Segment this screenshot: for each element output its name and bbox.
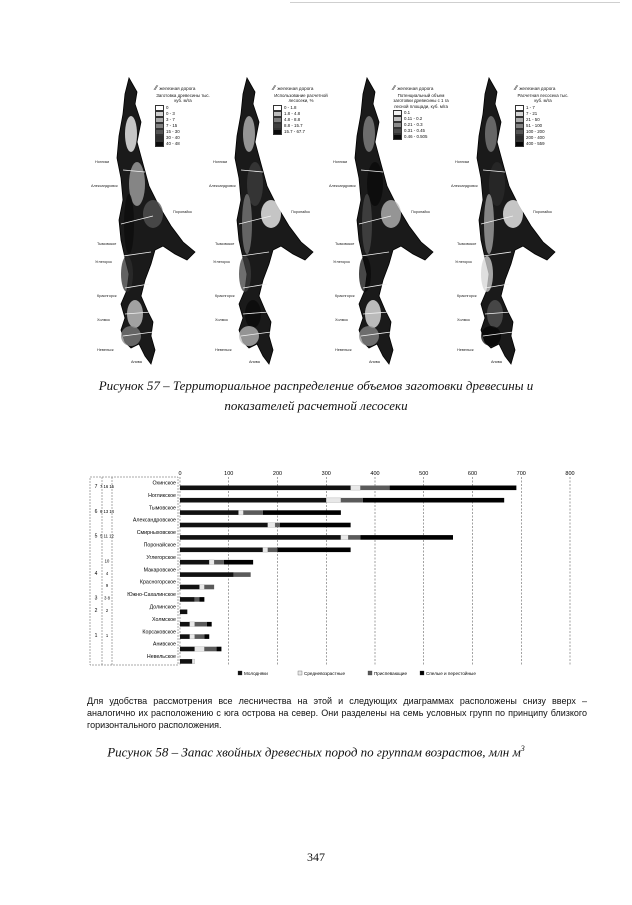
body-paragraph: Для удобства рассмотрения все лесничества на этой и следующих диаграммах расположены снизу вверх – аналогично их расположению с юга острова на север. Они разделены на семь условных групп по принципу близкого горизонтального расположения. (87, 696, 587, 730)
x-tick-label: 100 (224, 471, 234, 477)
legend-label: 400 - 559 (526, 141, 545, 146)
legend-label: 4.8 - 8.8 (284, 117, 301, 122)
map-place-name: Ноглики (455, 160, 470, 164)
bar-segment (360, 486, 389, 491)
bar-segment (180, 510, 239, 515)
bar-segment (190, 622, 195, 627)
railway-legend (515, 86, 571, 91)
bar-segment (204, 647, 216, 652)
legend-label: 0.11 - 0.2 (404, 116, 423, 122)
caption-superscript: 3 (520, 744, 525, 753)
region-patch (143, 200, 163, 228)
map-place-name: Невельск (457, 348, 474, 352)
bar-segment (239, 510, 244, 515)
category-label: Охинское (152, 480, 176, 487)
bar-segment (234, 572, 251, 577)
map-place-name: Краснгорск (97, 294, 117, 298)
legend-label: 200 - 400 (526, 135, 545, 140)
legend-label: 21 - 50 (526, 117, 540, 122)
region-patch (243, 116, 255, 152)
map-place-name: Поронайск (173, 210, 192, 214)
map-place-name: Александровск (329, 184, 356, 188)
map-place-name: Тымовское (97, 242, 117, 246)
group-number: 7 (94, 484, 98, 490)
bar-segment (360, 535, 453, 540)
map-place-name: Холмск (457, 318, 470, 322)
figure-58-caption (0, 744, 632, 760)
bar-segment (195, 622, 207, 627)
region-patch (124, 194, 134, 254)
map-place-name: Поронайск (533, 210, 552, 214)
region-patch (503, 200, 523, 228)
bar-segment (204, 585, 214, 590)
row-number: 6 13 14 (100, 508, 114, 514)
railway-legend (155, 86, 211, 91)
category-label: Александровское (132, 517, 176, 524)
figure-58-caption-text: Рисунок 58 – Запас хвойных древесных пород по группам возрастов, млн м (107, 744, 521, 760)
map-cutting-usage (209, 72, 333, 372)
map-place-name: Углегорск (95, 260, 112, 264)
maps-figure (91, 72, 569, 372)
map-place-name: Углегорск (455, 260, 472, 264)
legend-label: Молодняки (244, 671, 268, 676)
legend-label: 0.31 - 0.45 (404, 128, 425, 134)
legend-swatch (273, 129, 282, 135)
region-patch (242, 194, 252, 254)
railway-legend (273, 86, 329, 91)
legend-label: 100 - 200 (526, 129, 545, 134)
map-place-name: Александровск (451, 184, 478, 188)
bar-segment (200, 585, 205, 590)
bar-segment (200, 597, 205, 602)
bar-segment (390, 486, 517, 491)
bar-segment (195, 597, 200, 602)
bar-segment (180, 634, 190, 639)
bar-segment (268, 548, 278, 553)
region-patch (362, 194, 372, 254)
bar-segment (180, 523, 268, 528)
map-place-name: Александровск (209, 184, 236, 188)
map-place-name: Ноглики (213, 160, 228, 164)
group-number: 6 (94, 508, 98, 515)
group-number: 5 (94, 533, 98, 540)
railway-icon: ∕∕ (393, 85, 396, 92)
bar-segment (326, 498, 341, 503)
bar-segment (268, 523, 275, 528)
railway-legend (393, 86, 449, 91)
bar-segment (180, 622, 190, 627)
bar-segment (190, 634, 195, 639)
map-place-name: Краснгорск (215, 294, 235, 298)
bar-segment (180, 647, 195, 652)
bar-segment (180, 486, 351, 491)
region-patch (125, 116, 137, 152)
legend-swatch (238, 671, 242, 675)
legend-title: Использование расчетной лесосеки, % (274, 93, 328, 104)
map-place-name: Ноглики (95, 160, 110, 164)
map-place-name: Холмск (215, 318, 228, 322)
map-place-name: Краснгорск (457, 294, 477, 298)
legend-label: 0.1 (404, 110, 411, 116)
legend-label: 1 - 7 (526, 105, 535, 110)
category-label: Долинское (149, 604, 176, 611)
bar-segment (180, 548, 263, 553)
bar-segment (207, 622, 212, 627)
railway-icon: ∕∕ (155, 85, 158, 92)
region-patch (363, 116, 375, 152)
map-place-name: Ноглики (333, 160, 348, 164)
category-label: Красногорское (139, 579, 176, 586)
x-tick-label: 200 (272, 471, 283, 477)
map-legend (155, 86, 211, 147)
x-tick-label: 300 (321, 471, 331, 477)
map-place-name: Поронайск (411, 210, 430, 214)
bar-segment (351, 486, 361, 491)
railway-label: железная дорога (519, 86, 556, 91)
region-patch (484, 194, 494, 254)
legend-label: Приспевающие (374, 671, 408, 676)
legend-row (393, 134, 449, 140)
map-place-name: Тымовское (457, 242, 477, 246)
railway-label: железная дорога (277, 86, 314, 91)
legend-swatch (368, 671, 372, 675)
bar-chart-svg (88, 465, 588, 687)
top-border-line (290, 2, 620, 3)
bar-segment (192, 659, 194, 664)
bar-segment (348, 535, 360, 540)
map-legend (393, 86, 449, 140)
x-tick-label: 600 (467, 471, 478, 477)
bar-segment (180, 535, 341, 540)
row-number: 10 (104, 558, 110, 564)
page-number: 347 (307, 850, 325, 864)
railway-icon: ∕∕ (273, 85, 276, 92)
legend-swatch (298, 671, 302, 675)
map-place-name: Анива (131, 360, 142, 364)
x-tick-label: 500 (419, 471, 429, 477)
legend-label: 1.8 - 4.8 (284, 111, 301, 116)
row-number: 3 8 (104, 595, 110, 601)
legend-swatch (155, 141, 164, 147)
bar-segment (180, 498, 326, 503)
bar-segment (209, 560, 214, 565)
map-place-name: Холмск (335, 318, 348, 322)
railway-icon: ∕∕ (515, 85, 518, 92)
map-place-name: Невельск (335, 348, 352, 352)
legend-swatch (515, 141, 524, 147)
legend-label: 0.46 - 0.505 (404, 134, 428, 140)
bar-segment (243, 510, 263, 515)
legend-label: 30 - 40 (166, 135, 180, 140)
legend-swatch (420, 671, 424, 675)
legend-label: 0.21 - 0.3 (404, 122, 423, 128)
category-label: Смирныховское (136, 530, 176, 537)
category-label: Южно-Сахалинское (127, 592, 176, 599)
row-number: 1 (105, 632, 109, 638)
category-label: Невельское (146, 654, 176, 661)
group-number: 2 (94, 608, 98, 614)
legend-label: 0 (166, 105, 169, 110)
category-label: Поронайское (143, 542, 176, 549)
bar-segment (214, 560, 224, 565)
row-number: 4 (105, 570, 109, 576)
legend-label: 40 - 48 (166, 141, 180, 146)
legend-label: 7 - 21 (526, 111, 538, 116)
bar-segment (280, 523, 351, 528)
x-tick-label: 400 (370, 471, 380, 477)
x-tick-label: 700 (516, 471, 526, 477)
row-number: 2 (105, 608, 109, 613)
legend-label: 8.8 - 15.7 (284, 123, 303, 128)
legend-label: Средневозрастные (304, 671, 346, 676)
region-patch (261, 200, 281, 228)
bar-segment (180, 572, 234, 577)
map-legend (273, 86, 329, 135)
bar-segment (180, 585, 200, 590)
railway-label: железная дорога (397, 86, 434, 91)
legend-label: 15 - 30 (166, 129, 180, 134)
bar-segment (217, 647, 222, 652)
map-potential-volume (329, 72, 453, 372)
age-group-chart (88, 465, 588, 687)
map-legend (515, 86, 571, 147)
category-label: Макаровское (143, 567, 176, 574)
bar-segment (263, 510, 341, 515)
map-place-name: Краснгорск (335, 294, 355, 298)
map-harvest-volume (91, 72, 215, 372)
bar-segment (180, 597, 195, 602)
map-place-name: Поронайск (291, 210, 310, 214)
legend-title: Заготовка древесины тыс. куб. м/га (156, 93, 210, 104)
map-place-name: Углегорск (333, 260, 350, 264)
category-label: Холмское (152, 616, 176, 623)
x-tick-label: 0 (178, 471, 182, 477)
row-number: 5 11 12 (100, 533, 114, 539)
group-number: 1 (94, 632, 98, 639)
bar-segment (180, 659, 192, 664)
row-number: 9 (105, 583, 109, 589)
category-label: Корсаковское (142, 629, 176, 636)
legend-title: Расчетная лесосека тыс. куб. м/га (517, 93, 569, 104)
category-label: Тымовское (148, 505, 176, 512)
legend-label: 7 - 15 (166, 123, 178, 128)
map-place-name: Холмск (97, 318, 110, 322)
bar-segment (275, 523, 280, 528)
bar-segment (341, 535, 348, 540)
legend-label: 0 - 3 (166, 111, 175, 116)
map-place-name: Тымовское (215, 242, 235, 246)
bar-segment (204, 634, 209, 639)
map-place-name: Александровск (91, 184, 118, 188)
legend-label: 3 - 7 (166, 117, 175, 122)
map-place-name: Невельск (97, 348, 114, 352)
figure-57-caption-line2: показателей расчетной лесосеки (224, 398, 408, 413)
legend-label: Спелые и перестойные (426, 671, 476, 676)
map-place-name: Углегорск (213, 260, 230, 264)
x-tick-label: 800 (565, 471, 575, 477)
group-number: 4 (94, 570, 98, 577)
map-allowable-cut (451, 72, 575, 372)
bar-segment (224, 560, 253, 565)
legend-row (515, 141, 571, 147)
category-label: Углегорское (146, 554, 176, 561)
bar-segment (180, 610, 187, 615)
group-number: 3 (94, 595, 98, 602)
legend-label: 51 - 100 (526, 123, 543, 128)
bar-segment (341, 498, 363, 503)
bar-segment (278, 548, 351, 553)
region-patch (485, 116, 497, 152)
category-label: Анивское (152, 641, 176, 648)
bar-segment (263, 548, 268, 553)
legend-row (273, 129, 329, 135)
legend-label: 15.7 - 67.7 (284, 129, 305, 134)
figure-57-caption-line1: Рисунок 57 – Территориальное распределение объемов заготовки древесины и (98, 378, 534, 393)
map-place-name: Анива (369, 360, 380, 364)
map-place-name: Анива (249, 360, 260, 364)
bar-segment (195, 647, 205, 652)
bar-segment (195, 634, 205, 639)
bar-segment (363, 498, 504, 503)
bar-segment (180, 560, 209, 565)
legend-label: 0 - 1.8 (284, 105, 297, 110)
legend-row (155, 141, 211, 147)
map-place-name: Невельск (215, 348, 232, 352)
legend-title: Потенциальный объем заготовки древесины с 1 га лесной площади, куб. м/га (393, 93, 449, 109)
row-number: 7 16 15 (100, 484, 114, 489)
railway-label: железная дорога (159, 86, 196, 91)
category-label: Ногликское (148, 492, 176, 499)
map-place-name: Анива (491, 360, 502, 364)
legend-swatch (393, 134, 402, 140)
map-place-name: Тымовское (335, 242, 355, 246)
region-patch (381, 200, 401, 228)
